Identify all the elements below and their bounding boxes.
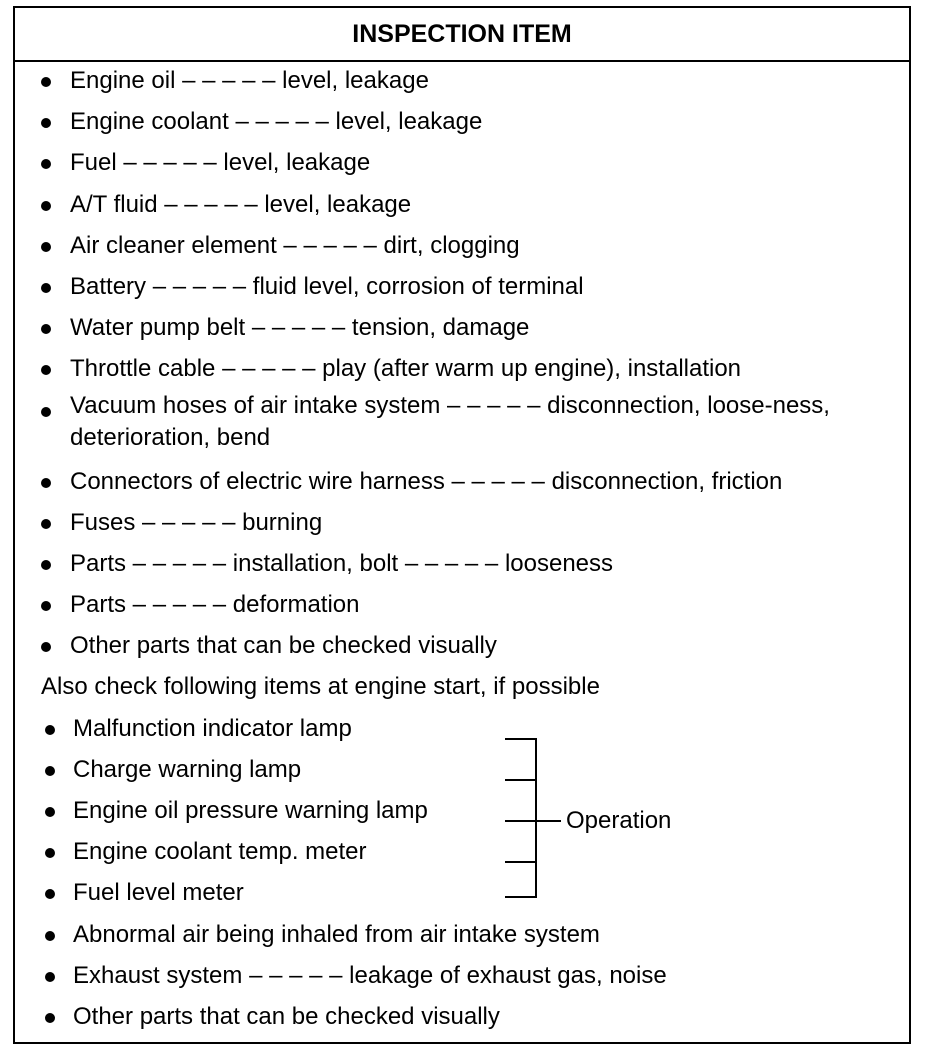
item-text: Engine coolant temp. meter — [73, 838, 367, 866]
table-header: INSPECTION ITEM — [15, 8, 909, 62]
bullet-icon — [45, 972, 55, 982]
list-item — [15, 463, 909, 504]
list-item — [15, 710, 909, 751]
bullet-icon — [45, 1013, 55, 1023]
bracket-tick — [505, 861, 537, 863]
list-item — [15, 227, 909, 268]
list-item — [15, 792, 909, 833]
item-text: Exhaust system – – – – – leakage of exhaust gas, noise — [73, 961, 667, 989]
operation-bracket — [495, 738, 537, 896]
item-text: Malfunction indicator lamp — [73, 714, 352, 742]
bracket-tick — [505, 820, 537, 822]
engine-start-note — [15, 668, 909, 709]
bullet-icon — [41, 560, 51, 570]
bracket-tick — [505, 896, 537, 898]
list-item — [15, 103, 909, 144]
list-item — [15, 545, 909, 586]
bullet-icon — [41, 519, 51, 529]
item-text: Fuel – – – – – level, leakage — [70, 149, 371, 177]
bullet-icon — [41, 324, 51, 334]
bullet-icon — [45, 766, 55, 776]
bullet-icon — [45, 931, 55, 941]
inspection-table — [13, 6, 911, 1044]
list-item — [15, 186, 909, 227]
list-item — [15, 833, 909, 874]
bullet-icon — [41, 407, 51, 417]
list-item — [15, 268, 909, 309]
item-text: A/T fluid – – – – – level, leakage — [70, 190, 412, 218]
inspection-list — [15, 62, 909, 1039]
list-item — [15, 504, 909, 545]
operation-connector — [535, 820, 561, 822]
list-item — [15, 392, 909, 463]
list-item — [15, 627, 909, 668]
list-item — [15, 144, 909, 185]
bullet-icon — [45, 889, 55, 899]
operation-label: Operation — [566, 807, 672, 834]
bullet-icon — [41, 159, 51, 169]
bullet-icon — [41, 642, 51, 652]
bullet-icon — [41, 242, 51, 252]
list-item — [15, 586, 909, 627]
bullet-icon — [41, 118, 51, 128]
item-text: Air cleaner element – – – – – dirt, clogging — [70, 231, 520, 259]
item-text: Fuel level meter — [73, 879, 244, 907]
list-item — [15, 874, 909, 915]
list-item — [15, 751, 909, 792]
item-text: Parts – – – – – installation, bolt – – – – – looseness — [70, 549, 614, 577]
item-text: Battery – – – – – fluid level, corrosion of terminal — [70, 272, 584, 300]
list-item — [15, 309, 909, 350]
bracket-tick — [505, 779, 537, 781]
list-item — [15, 957, 909, 998]
item-text: Engine oil pressure warning lamp — [73, 797, 428, 824]
bracket-tick — [505, 738, 537, 740]
item-text: Engine oil – – – – – level, leakage — [70, 67, 429, 94]
bullet-icon — [41, 365, 51, 375]
list-item — [15, 998, 909, 1039]
bullet-icon — [45, 725, 55, 735]
item-text: Water pump belt – – – – – tension, damage — [70, 314, 530, 342]
item-text: Other parts that can be checked visually — [70, 632, 497, 660]
item-text: Engine coolant – – – – – level, leakage — [70, 108, 483, 136]
item-text: Parts – – – – – deformation — [70, 591, 360, 619]
item-text: Vacuum hoses of air intake system – – – – – disconnection, loose-ness, deterioration, bend — [70, 391, 830, 451]
bullet-icon — [45, 807, 55, 817]
note-text: Also check following items at engine start, if possible — [41, 673, 600, 701]
bullet-icon — [41, 601, 51, 611]
bullet-icon — [41, 478, 51, 488]
item-text: Throttle cable – – – – – play (after warm up engine), installation — [70, 355, 742, 383]
list-item — [15, 62, 909, 103]
item-text: Fuses – – – – – burning — [70, 508, 323, 536]
item-text: Other parts that can be checked visually — [73, 1002, 500, 1030]
list-item — [15, 350, 909, 391]
bullet-icon — [41, 283, 51, 293]
bullet-icon — [41, 201, 51, 211]
list-item — [15, 916, 909, 957]
item-text: Abnormal air being inhaled from air intake system — [73, 920, 600, 948]
bullet-icon — [41, 77, 51, 87]
item-text: Connectors of electric wire harness – – – – – disconnection, friction — [70, 467, 783, 495]
bullet-icon — [45, 848, 55, 858]
item-text: Charge warning lamp — [73, 755, 302, 783]
